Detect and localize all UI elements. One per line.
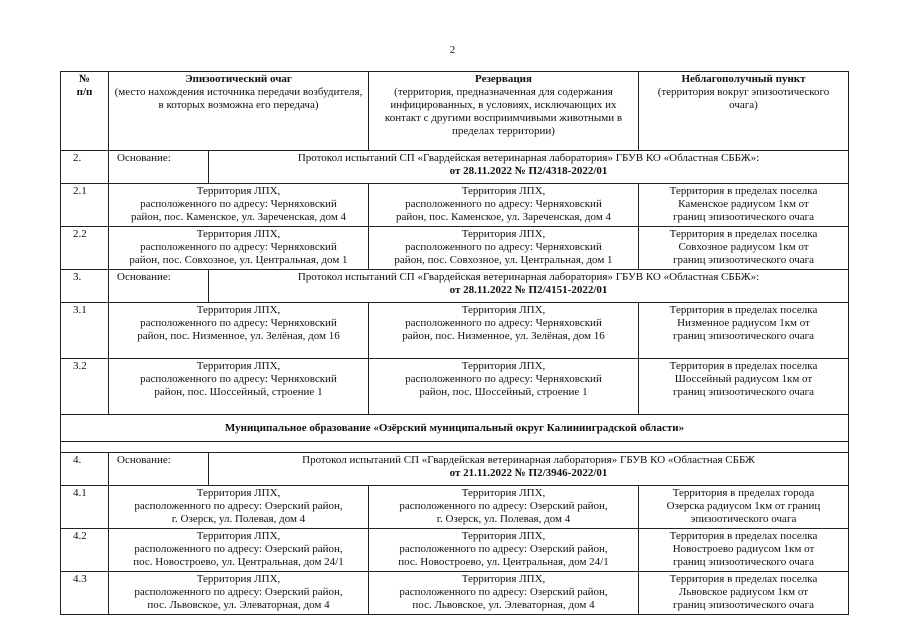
reservation-cell: Территория ЛПХ, расположенного по адресу: Озерский район, пос. Львовское, ул. Элеваторная, дом 4: [369, 572, 639, 615]
section-number: 3.: [61, 270, 109, 303]
spacer-row: [61, 442, 849, 453]
basis-row: [61, 270, 849, 303]
item-number: 4.1: [61, 486, 109, 529]
basis-label: Основание:: [109, 453, 209, 486]
municipality-title: Муниципальное образование «Озёрский муниципальный округ Калининградской области»: [61, 415, 849, 442]
focus-cell: Территория ЛПХ, расположенного по адресу: Озерский район, г. Озерск, ул. Полевая, дом 4: [109, 486, 369, 529]
focus-cell: Территория ЛПХ, расположенного по адресу: Черняховский район, пос. Совхозное, ул. Центральная, дом 1: [109, 227, 369, 270]
basis-label: Основание:: [109, 270, 209, 303]
focus-cell: Территория ЛПХ, расположенного по адресу: Черняховский район, пос. Шоссейный, строение 1: [109, 359, 369, 415]
table-row: [61, 529, 849, 572]
page-number: 2: [449, 44, 456, 56]
reservation-cell: Территория ЛПХ, расположенного по адресу: Черняховский район, пос. Совхозное, ул. Центральная, дом 1: [369, 227, 639, 270]
basis-row: [61, 453, 849, 486]
table-row: [61, 572, 849, 615]
basis-row: [61, 151, 849, 184]
reservation-cell: Территория ЛПХ, расположенного по адресу: Черняховский район, пос. Каменское, ул. Зареченская, дом 4: [369, 184, 639, 227]
section-number: 4.: [61, 453, 109, 486]
table-row: [61, 486, 849, 529]
table-row: [61, 184, 849, 227]
municipality-row: [61, 415, 849, 442]
unsafe-cell: Территория в пределах поселка Низменное радиусом 1км от границ эпизоотического очага: [639, 303, 849, 359]
item-number: 4.3: [61, 572, 109, 615]
item-number: 2.2: [61, 227, 109, 270]
focus-cell: Территория ЛПХ, расположенного по адресу: Озерский район, пос. Новостроево, ул. Центральная, дом 24/1: [109, 529, 369, 572]
unsafe-cell: Территория в пределах города Озерска радиусом 1км от границ эпизоотического очага: [639, 486, 849, 529]
focus-cell: Территория ЛПХ, расположенного по адресу: Черняховский район, пос. Низменное, ул. Зелёная, дом 16: [109, 303, 369, 359]
header-unsafe: Неблагополучный пункт (территория вокруг эпизоотического очага): [639, 72, 849, 151]
unsafe-cell: Территория в пределах поселка Львовское радиусом 1км от границ эпизоотического очага: [639, 572, 849, 615]
reservation-cell: Территория ЛПХ, расположенного по адресу: Озерский район, г. Озерск, ул. Полевая, дом 4: [369, 486, 639, 529]
header-focus: Эпизоотический очаг (место нахождения источника передачи возбудителя, в которых возможна его передача): [109, 72, 369, 151]
table-header: [61, 72, 849, 151]
table-row: [61, 227, 849, 270]
basis-text: Протокол испытаний СП «Гвардейская ветеринарная лаборатория» ГБУВ КО «Областная СББЖ»: от 28.11.2022 № П2/4151-2022/01: [209, 270, 849, 303]
focus-cell: Территория ЛПХ, расположенного по адресу: Черняховский район, пос. Каменское, ул. Зареченская, дом 4: [109, 184, 369, 227]
unsafe-cell: Территория в пределах поселка Шоссейный радиусом 1км от границ эпизоотического очага: [639, 359, 849, 415]
basis-label: Основание:: [109, 151, 209, 184]
item-number: 2.1: [61, 184, 109, 227]
header-num: № п/п: [61, 72, 109, 151]
focus-cell: Территория ЛПХ, расположенного по адресу: Озерский район, пос. Львовское, ул. Элеваторная, дом 4: [109, 572, 369, 615]
item-number: 3.2: [61, 359, 109, 415]
reservation-cell: Территория ЛПХ, расположенного по адресу: Черняховский район, пос. Низменное, ул. Зелёная, дом 16: [369, 303, 639, 359]
section-number: 2.: [61, 151, 109, 184]
unsafe-cell: Территория в пределах поселка Совхозное радиусом 1км от границ эпизоотического очага: [639, 227, 849, 270]
unsafe-cell: Территория в пределах поселка Новостроево радиусом 1км от границ эпизоотического очага: [639, 529, 849, 572]
reservation-cell: Территория ЛПХ, расположенного по адресу: Черняховский район, пос. Шоссейный, строение 1: [369, 359, 639, 415]
item-number: 4.2: [61, 529, 109, 572]
epizootic-table: [60, 71, 849, 615]
table-row: [61, 303, 849, 359]
header-reservation: Резервация (территория, предназначенная для содержания инфицированных, в условиях, исключающих их контакт с другими восприимчивыми животными в пределах территории): [369, 72, 639, 151]
unsafe-cell: Территория в пределах поселка Каменское радиусом 1км от границ эпизоотического очага: [639, 184, 849, 227]
table-row: [61, 359, 849, 415]
basis-text: Протокол испытаний СП «Гвардейская ветеринарная лаборатория» ГБУВ КО «Областная СББЖ от 21.11.2022 № П2/3946-2022/01: [209, 453, 849, 486]
basis-text: Протокол испытаний СП «Гвардейская ветеринарная лаборатория» ГБУВ КО «Областная СББЖ»: от 28.11.2022 № П2/4318-2022/01: [209, 151, 849, 184]
reservation-cell: Территория ЛПХ, расположенного по адресу: Озерский район, пос. Новостроево, ул. Центральная, дом 24/1: [369, 529, 639, 572]
item-number: 3.1: [61, 303, 109, 359]
